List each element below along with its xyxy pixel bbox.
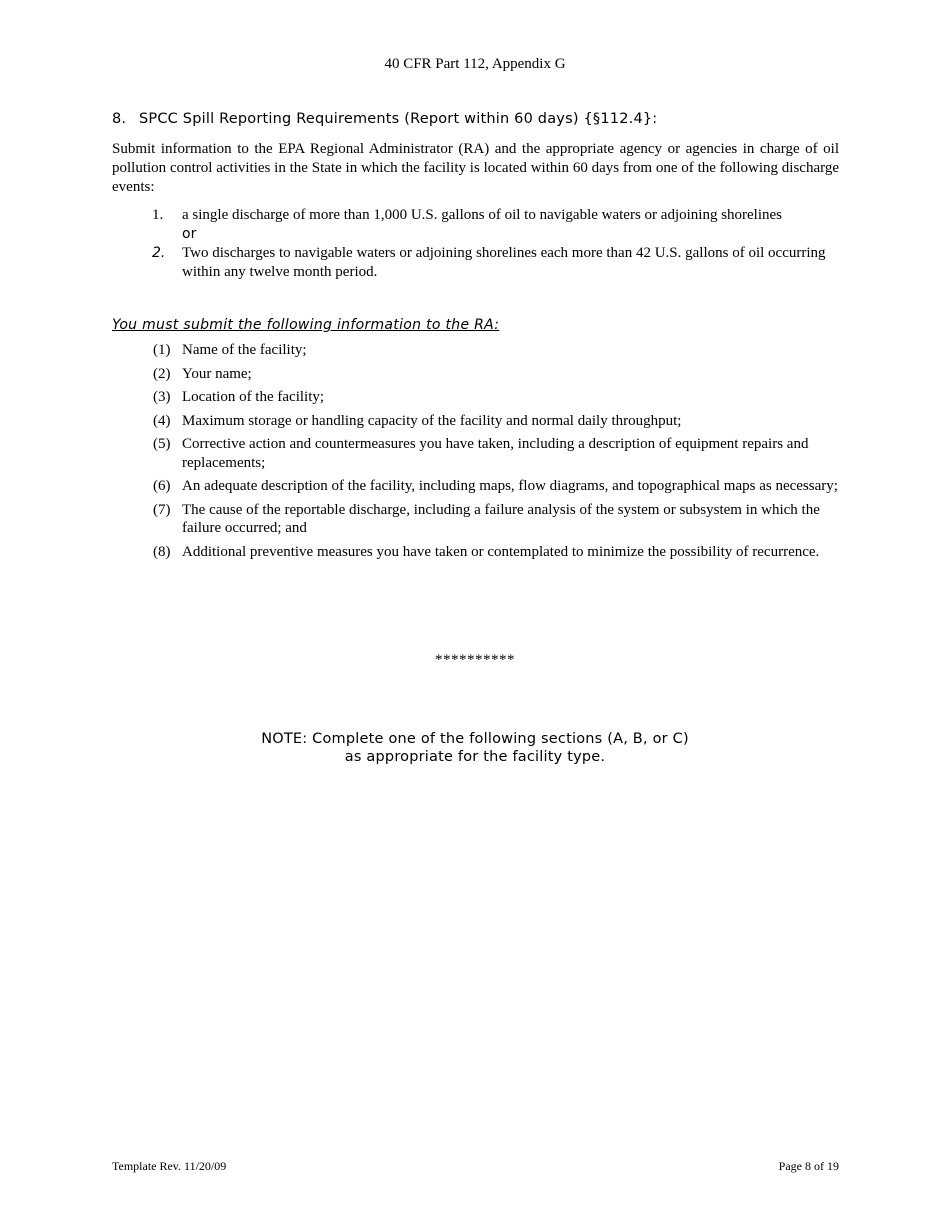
- section-number: 8.: [112, 111, 127, 127]
- item-text: The cause of the reportable discharge, including a failure analysis of the system or subsystem in which the failure occurred; and: [182, 501, 820, 536]
- event-text: Two discharges to navigable waters or adjoining shorelines each more than 42 U.S. gallons of oil occurring within any twelve month period.: [182, 245, 826, 280]
- note-line-1: NOTE: Complete one of the following sections (A, B, or C): [261, 731, 689, 747]
- item-number: (5): [153, 436, 171, 452]
- item-number: (7): [153, 501, 171, 518]
- event-text: a single discharge of more than 1,000 U.S. gallons of oil to navigable waters or adjoining shorelines: [182, 207, 783, 223]
- section-title: SPCC Spill Reporting Requirements (Report within 60 days) {§112.4}:: [139, 111, 658, 127]
- footer-page-number: Page 8 of 19: [778, 1159, 839, 1173]
- item-number: (8): [153, 543, 171, 560]
- required-info-list: [153, 341, 843, 566]
- note-block: [0, 730, 950, 766]
- section-heading: [112, 111, 852, 127]
- note-line-2: as appropriate for the facility type.: [344, 749, 606, 765]
- item-text: Name of the facility;: [182, 342, 307, 358]
- list-item: [153, 435, 843, 472]
- footer-template-rev: Template Rev. 11/20/09: [112, 1159, 227, 1173]
- list-item: [153, 365, 843, 384]
- item-number: (4): [153, 412, 171, 429]
- event-connector: or: [182, 225, 197, 242]
- intro-paragraph: Submit information to the EPA Regional Administrator (RA) and the appropriate agency or agencies in charge of oil pollution control activities in the State in which the facility is located within 60 days from one of the following discharge events:: [112, 141, 839, 195]
- submit-info-label: You must submit the following information to the RA:: [112, 317, 500, 333]
- list-item: [153, 412, 843, 431]
- item-number: (1): [153, 342, 171, 358]
- item-number: (6): [153, 478, 171, 494]
- item-text: Location of the facility;: [182, 389, 325, 405]
- item-text: Additional preventive measures you have taken or contemplated to minimize the possibility of recurrence.: [182, 543, 820, 560]
- item-text: Maximum storage or handling capacity of the facility and normal daily throughput;: [182, 412, 682, 429]
- list-item: [153, 543, 843, 562]
- item-text: Your name;: [182, 365, 252, 382]
- discharge-events-list: [152, 206, 842, 282]
- event-number: 1.: [152, 207, 164, 223]
- list-item: [153, 501, 843, 538]
- list-item: [153, 341, 843, 360]
- event-number: 2.: [152, 245, 166, 261]
- list-item: [153, 477, 843, 496]
- item-text: An adequate description of the facility, including maps, flow diagrams, and topographical maps as necessary;: [182, 478, 838, 494]
- list-item: [152, 206, 842, 243]
- list-item: [152, 244, 842, 281]
- section-separator: **********: [435, 652, 515, 668]
- item-number: (2): [153, 365, 171, 382]
- list-item: [153, 388, 843, 407]
- item-text: Corrective action and countermeasures you have taken, including a description of equipment repairs and replacements;: [182, 436, 809, 471]
- running-header: 40 CFR Part 112, Appendix G: [384, 56, 566, 72]
- item-number: (3): [153, 389, 171, 405]
